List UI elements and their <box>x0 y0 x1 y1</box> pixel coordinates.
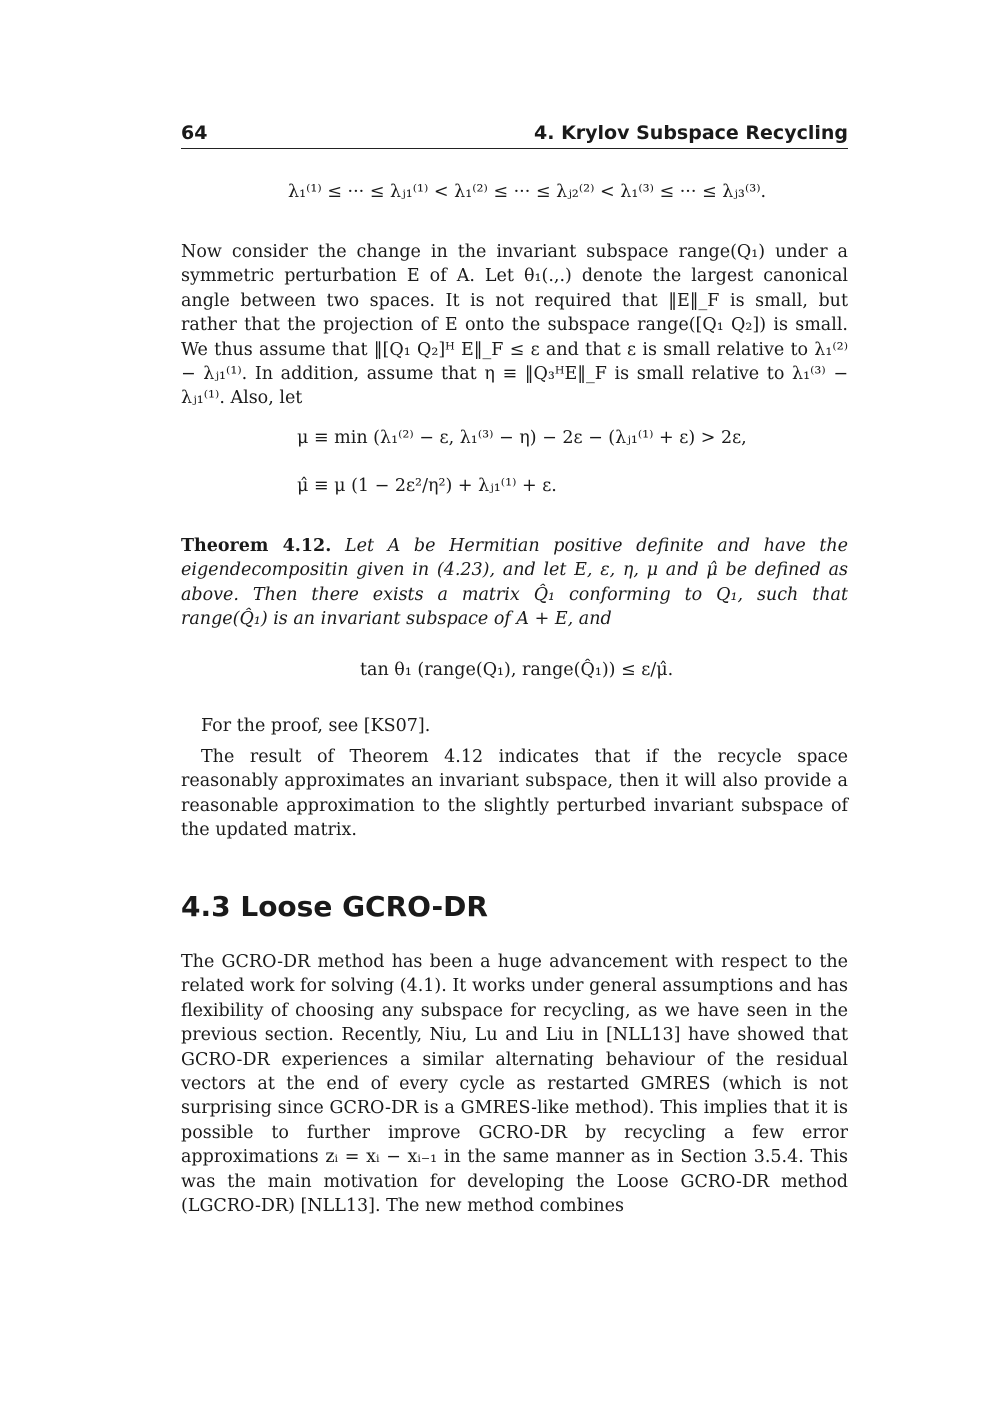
theorem-4-12 <box>181 534 848 632</box>
page-number: 64 <box>181 122 208 144</box>
section-heading: 4.3 Loose GCRO-DR <box>181 890 488 923</box>
eigenvalue-ordering-equation: λ₁⁽¹⁾ ≤ ··· ≤ λⱼ₁⁽¹⁾ < λ₁⁽²⁾ ≤ ··· ≤ λⱼ₂⁽²⁾ < λ₁⁽³⁾ ≤ ··· ≤ λⱼ₃⁽³⁾. <box>288 182 767 202</box>
paragraph-perturbation: Now consider the change in the invariant subspace range(Q₁) under a symmetric perturbation E of A. Let θ₁(.,.) denote the largest canonical angle between two spaces. It is not required that ‖E‖_F is small, but rather that the projection of E onto the subspace range([Q₁ Q₂]) is small. We thus assume that ‖[Q₁ Q₂]ᴴ E‖_F ≤ ε and that ε is small relative to λ₁⁽²⁾ − λⱼ₁⁽¹⁾. In addition, assume that η ≡ ‖Q₃ᴴE‖_F is small relative to λ₁⁽³⁾ − λⱼ₁⁽¹⁾. Also, let <box>181 242 848 409</box>
paragraph-loose-gcro-dr: The GCRO-DR method has been a huge advancement with respect to the related work for solving (4.1). It works under general assumptions and has flexibility of choosing any subspace for recycling, as we have seen in the previous section. Recently, Niu, Lu and Liu in [NLL13] have showed that GCRO-DR experiences a similar alternating behaviour of the residual vectors at the end of every cycle as restarted GMRES (which is not surprising since GCRO-DR is a GMRES-like method). This implies that it is possible to further improve GCRO-DR by recycling a few error approximations zᵢ = xᵢ − xᵢ₋₁ in the same manner as in Section 3.5.4. This was the main motivation for developing the Loose GCRO-DR method (LGCRO-DR) [NLL13]. The new method combines <box>181 952 848 1217</box>
equation-tan-theta: tan θ₁ (range(Q₁), range(Q̂₁)) ≤ ε/μ̂. <box>360 660 674 680</box>
equation-mu-hat: μ̂ ≡ μ (1 − 2ε²/η²) + λⱼ₁⁽¹⁾ + ε. <box>297 476 557 496</box>
equation-mu: μ ≡ min (λ₁⁽²⁾ − ε, λ₁⁽³⁾ − η) − 2ε − (λⱼ₁⁽¹⁾ + ε) > 2ε, <box>297 428 747 448</box>
theorem-statement: Let A be Hermitian positive definite and have the eigendecompositin given in (4.23), and let E, ε, η, μ and μ̂ be defined as above. Then there exists a matrix Q̂₁ conforming to Q₁, such that range(Q̂₁) is an invariant subspace of A + E, and <box>181 536 848 630</box>
running-header <box>181 122 848 149</box>
proof-reference: For the proof, see [KS07]. <box>201 716 431 736</box>
theorem-label: Theorem 4.12. <box>181 536 332 556</box>
chapter-title: 4. Krylov Subspace Recycling <box>534 122 848 144</box>
paragraph-theorem-result: The result of Theorem 4.12 indicates that if the recycle space reasonably approximates an invariant subspace, then it will also provide a reasonable approximation to the slightly perturbed invariant subspace of the updated matrix. <box>181 747 848 841</box>
